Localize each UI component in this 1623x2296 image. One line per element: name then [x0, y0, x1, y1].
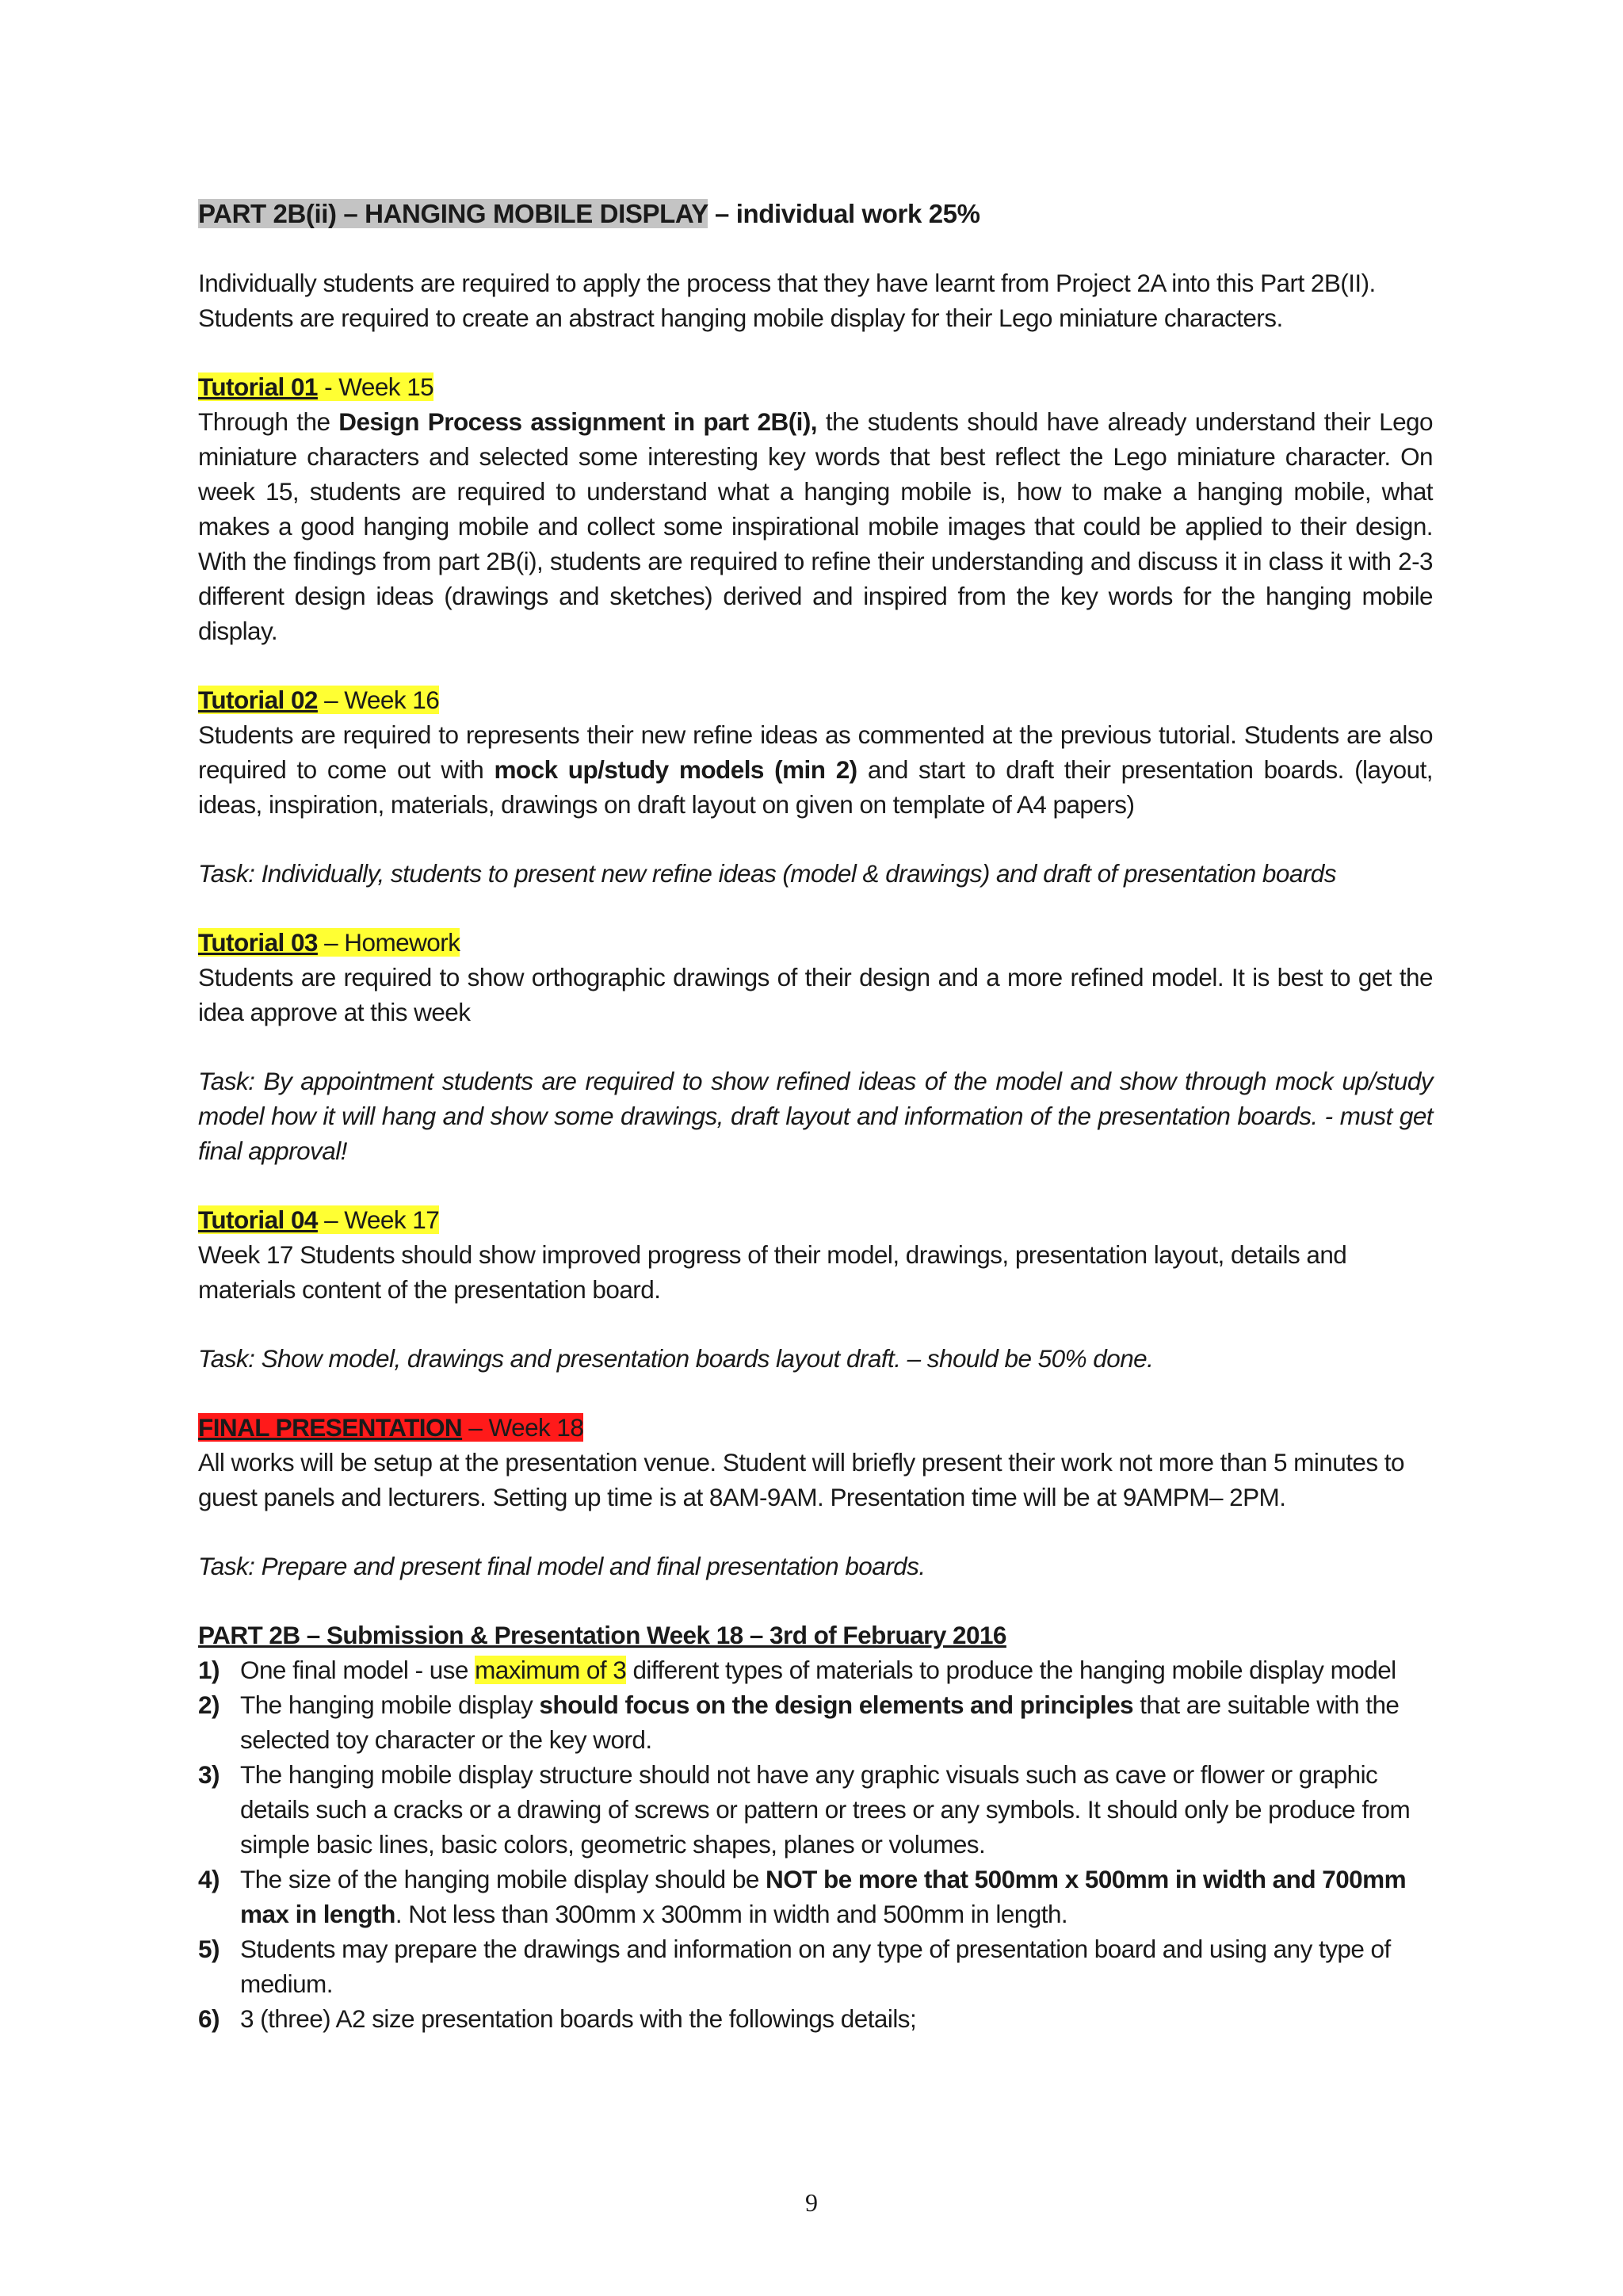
tutorial-03-highlight: Tutorial 03 – Homework: [198, 928, 460, 957]
submission-heading: PART 2B – Submission & Presentation Week 18 – 3rd of February 2016: [198, 1621, 1006, 1649]
tutorial-04-body: Week 17 Students should show improved progress of their model, drawings, presentation layout, details and materials content of the presentation board.: [198, 1240, 1347, 1304]
final-presentation-heading: [198, 1410, 1433, 1445]
list-item: 3) The hanging mobile display structure should not have any graphic visuals such as cave or flower or graphic details such a cracks or a drawing of screws or pattern or trees or any symbols. It should only be produce from simple basic lines, basic colors, geometric shapes, planes or volumes.: [198, 1760, 1411, 1859]
final-presentation-task: Task: Prepare and present final model and final presentation boards.: [198, 1552, 926, 1580]
intro-paragraph: Individually students are required to apply the process that they have learnt from Project 2A into this Part 2B(II). Students are required to create an abstract hanging mobile display for their Lego miniature characters.: [198, 269, 1376, 332]
tutorial-02-body: Students are required to represents their new refine ideas as commented at the previous tutorial. Students are also required to come out with mock up/study models (min 2) and start to draft their presentation boards. (layout, ideas, inspiration, materials, drawings on draft layout on given on template of A4 papers): [198, 720, 1434, 819]
tutorial-01-highlight: Tutorial 01 - Week 15: [198, 372, 434, 401]
list-item: 4) The size of the hanging mobile display should be NOT be more that 500mm x 500mm in width and 700mm max in length. Not less than 300mm x 300mm in width and 500mm in length.: [198, 1865, 1407, 1928]
final-presentation-body: All works will be setup at the presentation venue. Student will briefly present their work not more than 5 minutes to guest panels and lecturers. Setting up time is at 8AM-9AM. Presentation time will be at 9AMPM– 2PM.: [198, 1448, 1404, 1511]
tutorial-04-highlight: Tutorial 04 – Week 17: [198, 1205, 440, 1234]
tutorial-03-task: Task: By appointment students are required to show refined ideas of the model and show through mock up/study model how it will hang and show some drawings, draft layout and information of the presentation boards. - must get final approval!: [198, 1067, 1433, 1165]
tutorial-01-body: Through the Design Process assignment in part 2B(i), the students should have already understand their Lego miniature characters and selected some interesting key words that best reflect the Lego miniature character. On week 15, students are required to understand what a hanging mobile is, how to make a hanging mobile, what makes a good hanging mobile and collect some inspirational mobile images that could be applied to their design. With the findings from part 2B(i), students are required to refine their understanding and discuss it in class it with 2-3 different design ideas (drawings and sketches) derived and inspired from the key words for the hanging mobile display.: [198, 407, 1433, 645]
tutorial-02-task: Task: Individually, students to present new refine ideas (model & drawings) and draft of presentation boards: [198, 859, 1336, 888]
tutorial-02-heading: [198, 682, 1433, 717]
requirements-list: [198, 1652, 1433, 2036]
tutorial-03-body: Students are required to show orthographic drawings of their design and a more refined model. It is best to get the idea approve at this week: [198, 963, 1433, 1026]
list-item: 2) The hanging mobile display should focus on the design elements and principles that are suitable with the selected toy character or the key word.: [198, 1690, 1400, 1754]
list-item: 1) One final model - use maximum of 3 different types of materials to produce the hanging mobile display model: [198, 1656, 1396, 1684]
list-item: 5) Students may prepare the drawings and information on any type of presentation board and using any type of medium.: [198, 1935, 1391, 1998]
list-item: 6) 3 (three) A2 size presentation boards with the followings details;: [198, 2004, 917, 2033]
final-presentation-highlight: FINAL PRESENTATION – Week 18: [198, 1413, 584, 1442]
tutorial-04-task: Task: Show model, drawings and presentation boards layout draft. – should be 50% done.: [198, 1344, 1154, 1373]
section-heading: PART 2B(ii) – HANGING MOBILE DISPLAY – individual work 25%: [198, 199, 980, 228]
heading-highlight: PART 2B(ii) – HANGING MOBILE DISPLAY: [198, 199, 708, 228]
tutorial-01-heading: [198, 369, 1433, 404]
tutorial-04-heading: [198, 1202, 1433, 1237]
tutorial-03-heading: [198, 925, 1433, 960]
page-number: 9: [805, 2188, 818, 2217]
tutorial-02-highlight: Tutorial 02 – Week 16: [198, 686, 440, 714]
